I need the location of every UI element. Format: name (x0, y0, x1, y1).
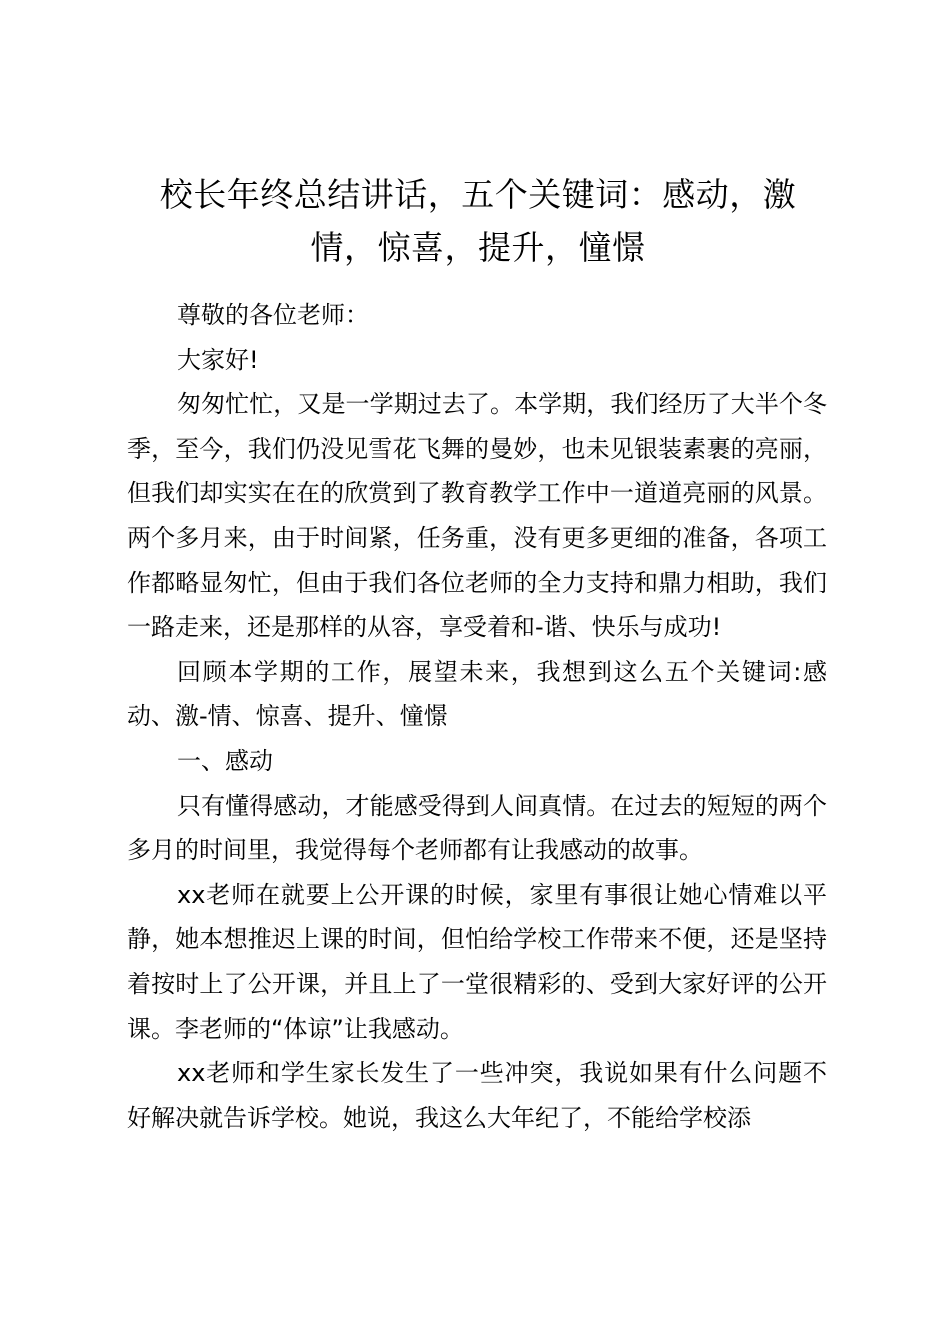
paragraph-keywords: 回顾本学期的工作，展望未来，我想到这么五个关键词:感动、激-情、惊喜、提升、憧憬 (127, 657, 827, 731)
paragraph-moved-intro: 只有懂得感动，才能感受得到人间真情。在过去的短短的两个多月的时间里，我觉得每个老师都有让我感动的故事。 (127, 791, 827, 865)
paragraph-teacher-story-2: xx老师和学生家长发生了一些冲突，我说如果有什么问题不好解决就告诉学校。她说，我这么大年纪了，不能给学校添 (127, 1059, 827, 1132)
section-heading-moved: 一、感动 (177, 746, 273, 775)
paragraph-greeting: 大家好! (177, 345, 259, 374)
paragraph-teacher-story-1: xx老师在就要上公开课的时候，家里有事很让她心情难以平静，她本想推迟上课的时间，但怕给学校工作带来不便，还是坚持着按时上了公开课，并且上了一堂很精彩的、受到大家好评的公开课。李老师的“体谅”让我感动。 (127, 880, 827, 1043)
paragraph-salutation: 尊敬的各位老师： (177, 301, 369, 329)
paragraph-intro: 匆匆忙忙，又是一学期过去了。本学期，我们经历了大半个冬季，至今，我们仍没见雪花飞舞的曼妙，也未见银装素裹的亮丽，但我们却实实在在的欣赏到了教育教学工作中一道道亮丽的风景。两个多月来，由于时间紧，任务重，没有更多更细的准备，各项工作都略显匆忙，但由于我们各位老师的全力支持和鼎力相助，我们一路走来，还是那样的从容，享受着和-谐、快乐与成功! (127, 390, 827, 642)
document-title: 校长年终总结讲话，五个关键词：感动，激情，惊喜，提升，憧憬 (159, 175, 797, 267)
document-body (127, 293, 827, 1140)
